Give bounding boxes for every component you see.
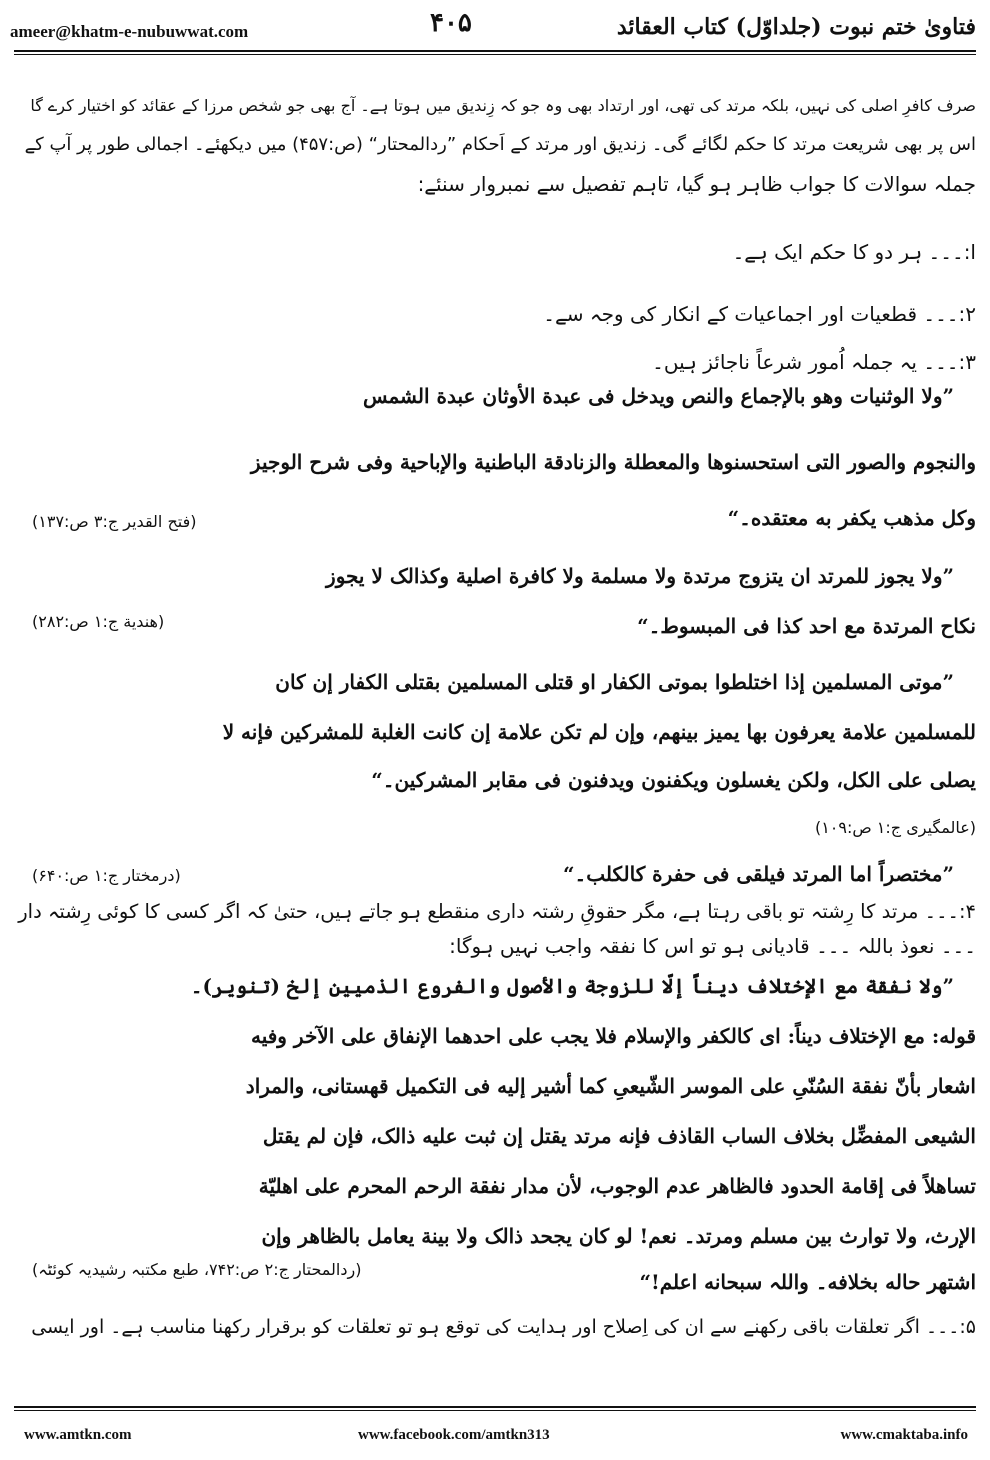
quote-5-reference: (ردالمحتار ج:۲ ص:۷۴۲، طبع مکتبہ رشیدیہ کوئٹہ): [32, 1260, 362, 1279]
quote-1-reference: (فتح القدیر ج:۳ ص:۱۳۷): [32, 512, 197, 531]
intro-line: صرف کافرِ اصلی کی نہیں، بلکہ مرتد کی تھی، اور ارتداد بھی وہ جو کہ زِندیق میں ہوتا ہے۔ آج بھی جو شخص مرزا کے عقائد کو اختیار کرے گا: [30, 96, 976, 115]
footer-rule-thin: [14, 1410, 976, 1411]
answer-4-line: ۴:۔۔۔ مرتد کا رِشتہ تو باقی رہتا ہے، مگر حقوقِ رشتہ داری منقطع ہو جاتے ہیں، حتیٰ کہ اگر کسی کا کوئی رِشتہ دار: [18, 900, 976, 923]
quote-4-line: ”مختصراً اما المرتد فیلقی فی حفرة کالکلب۔“: [562, 862, 954, 886]
answer-2: ۲:۔۔۔ قطعیات اور اجماعیات کے انکار کی وجہ سے۔: [543, 302, 976, 326]
quote-1-line: والنجوم والصور التی استحسنوها والمعطلة والزنادقة الباطنیة والإباحیة وفی شرح الوجیز: [250, 450, 976, 474]
quote-3-reference: (عالمگیری ج:۱ ص:۱۰۹): [814, 818, 976, 837]
quote-4-reference: (درمختار ج:۱ ص:۶۴۰): [32, 866, 181, 885]
quote-3-line: یصلی علی الکل، ولکن یغسلون ویکفنون ویدفنون فی مقابر المشرکین۔“: [371, 768, 976, 792]
header-rule-thin: [14, 54, 976, 55]
quote-1-line: وکل مذهب یکفر به معتقده۔“: [727, 506, 976, 530]
footer-rule: [14, 1406, 976, 1408]
footer-link-facebook[interactable]: www.facebook.com/amtkn313: [358, 1427, 550, 1443]
intro-line: جملہ سوالات کا جواب ظاہر ہو گیا، تاہم تفصیل سے نمبروار سنئے:: [417, 172, 976, 196]
quote-5-line: تساهلاً فی إقامة الحدود فالظاهر عدم الوجوب، لأن مدار نفقة الرحم المحرم علی اهلیّة: [258, 1174, 976, 1198]
answer-4-line: ۔۔۔ نعوذ باللہ ۔۔۔ قادیانی ہو تو اس کا نفقہ واجب نہیں ہوگا:: [449, 934, 976, 958]
page-title: فتاویٰ ختم نبوت (جلداوّل) کتاب العقائد: [616, 14, 976, 40]
page-number: ۴۰۵: [430, 8, 472, 38]
header-email: ameer@khatm-e-nubuwwat.com: [10, 22, 249, 41]
quote-5-line: الشیعی المفضِّل بخلاف الساب القاذف فإنه مرتد یقتل إن ثبت علیه ذالک، فإن لم یقتل: [262, 1124, 976, 1148]
answer-3: ۳:۔۔۔ یہ جملہ اُمور شرعاً ناجائز ہیں۔: [652, 350, 976, 374]
quote-5-line: الإرث، ولا توارث بین مسلم ومرتد۔ نعم! لو کان یجحد ذالک ولا بینة یعامل بالظاهر وإن: [261, 1224, 976, 1248]
footer-link-amtkn[interactable]: www.amtkn.com: [24, 1427, 132, 1443]
quote-2-reference: (هندیة ج:۱ ص:۲۸۲): [32, 612, 165, 631]
quote-5-line: اشعار بأنّ نفقة السُنّیِ علی الموسر الشّیعیِ کما أشیر إلیه فی التکمیل قهستانی، والمراد: [245, 1074, 976, 1098]
quote-5-line: ”ولا نفقة مع الإختلاف دیناً إلّا للزوجة والأصول والفروع الذمیین إلخ (تنویر)۔: [190, 974, 954, 998]
answer-1: ا:۔۔۔ ہر دو کا حکم ایک ہے۔: [732, 240, 976, 264]
quote-2-line: ”ولا یجوز للمرتد ان یتزوج مرتدة ولا مسلمة ولا کافرة اصلیة وکذالک لا یجوز: [326, 564, 954, 588]
answer-5-line: ۵:۔۔۔ اگر تعلقات باقی رکھنے سے ان کی اِصلاح اور ہدایت کی توقع ہو تو تعلقات کو برقرار رکھنا مناسب ہے۔ اور ایسی: [31, 1316, 976, 1338]
quote-3-line: ”موتی المسلمین إذا اختلطوا بموتی الکفار او قتلی المسلمین بقتلی الکفار إن کان: [275, 670, 954, 694]
footer-link-cmaktaba[interactable]: www.cmaktaba.info: [840, 1427, 968, 1443]
quote-5-line: اشتهر حاله بخلافه۔ واللہ سبحانه اعلم!“: [639, 1270, 976, 1294]
quote-3-line: للمسلمین علامة یعرفون بها یمیز بینهم، وإن لم تکن علامة إن کانت الغلبة للمشرکین فإنه لا: [222, 720, 976, 744]
header-rule: [14, 50, 976, 52]
quote-5-line: قوله: مع الإختلاف دیناً: ای کالکفر والإسلام فلا یجب علی احدهما الإنفاق علی الآخر وفیه: [250, 1024, 976, 1048]
intro-line: اس پر بھی شریعت مرتد کا حکم لگائے گی۔ زندیق اور مرتد کے اَحکام ”ردالمحتار“ (ص:۴۵۷) میں دیکھئے۔ اجمالی طور پر آپ کے: [24, 134, 976, 155]
quote-2-line: نکاح المرتدة مع احد کذا فی المبسوط۔“: [637, 614, 976, 638]
quote-1-line: ”ولا الوثنیات وهو بالإجماع والنص ویدخل فی عبدة الأوثان عبدة الشمس: [362, 384, 954, 408]
